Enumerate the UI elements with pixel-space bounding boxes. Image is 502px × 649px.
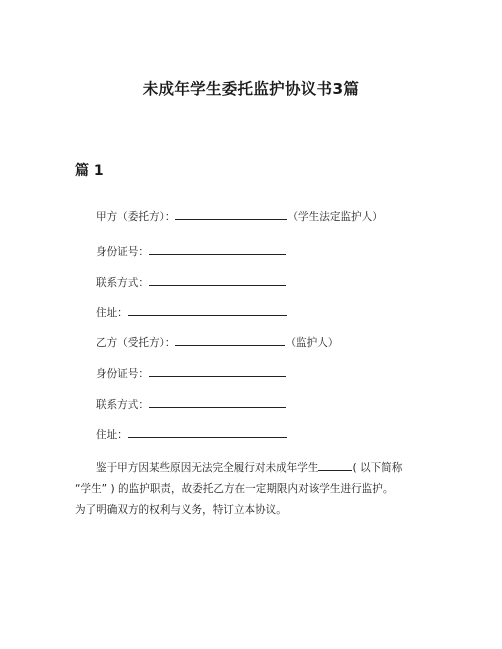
party-a-line: [96, 209, 383, 224]
party-a-contact-blank: [149, 275, 286, 286]
party-b-id-line: [96, 366, 286, 381]
party-a-id-label: 身份证号：: [96, 246, 149, 258]
party-b-id-blank: [149, 366, 286, 377]
student-name-blank: [318, 460, 352, 471]
party-b-note: （监护人）: [285, 337, 339, 349]
party-b-address-blank: [128, 427, 287, 438]
party-a-contact-label: 联系方式：: [96, 277, 149, 289]
party-a-address-label: 住址：: [96, 307, 128, 319]
party-a-note: （学生法定监护人）: [287, 211, 383, 223]
section-heading: 篇 1: [75, 163, 104, 179]
party-b-address-label: 住址：: [96, 429, 128, 441]
party-b-line: [96, 335, 338, 350]
party-b-label: 乙方（受托方）：: [96, 337, 176, 349]
paragraph-line-1-text: 鉴于甲方因某些原因无法完全履行对未成年学生: [96, 462, 319, 474]
party-a-id-blank: [149, 244, 286, 255]
paragraph-line-2: “学生” ) 的监护职责，故委托乙方在一定期限内对该学生进行监护。: [75, 483, 394, 495]
document-title: 未成年学生委托监护协议书3篇: [142, 80, 360, 98]
paragraph-line-1-tail: ( 以下简称: [352, 462, 403, 474]
party-b-id-label: 身份证号：: [96, 368, 149, 380]
party-a-address-blank: [128, 305, 287, 316]
paragraph-line-1: [75, 458, 437, 479]
party-a-address-line: [96, 305, 287, 320]
party-b-name-blank: [175, 335, 285, 346]
party-b-address-line: [96, 427, 287, 442]
party-b-contact-blank: [149, 397, 286, 408]
party-a-id-line: [96, 244, 286, 259]
paragraph-line-3: 为了明确双方的权利与义务，特订立本协议。: [75, 504, 287, 516]
party-b-contact-label: 联系方式：: [96, 399, 149, 411]
agreement-paragraph: [75, 458, 437, 521]
party-a-name-blank: [175, 209, 287, 220]
party-b-contact-line: [96, 397, 286, 412]
party-a-contact-line: [96, 275, 286, 290]
party-a-label: 甲方（委托方）：: [96, 211, 176, 223]
